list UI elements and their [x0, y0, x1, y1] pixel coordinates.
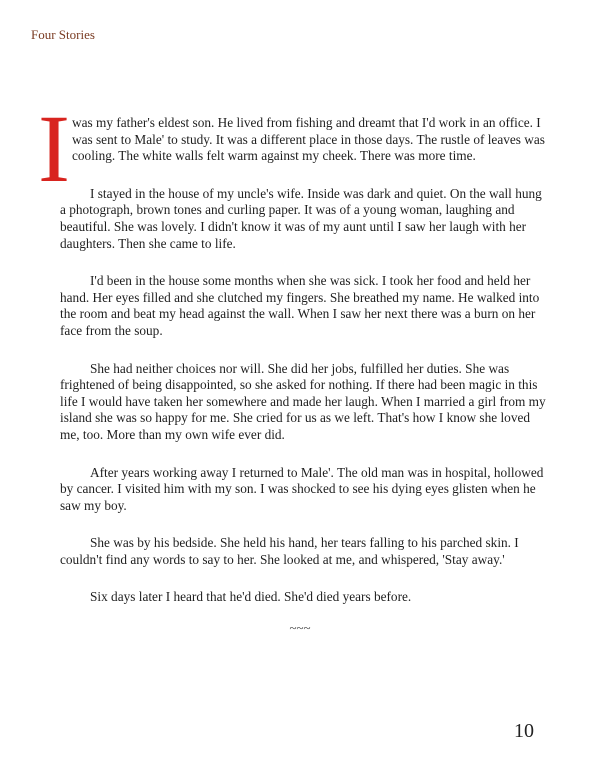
story-paragraph: I stayed in the house of my uncle's wife. Inside was dark and quiet. On the wall hung a photograph, brown tones and curling paper. It was of a young woman, laughing and beautiful. She was lovely. I didn't know it was of my aunt until I saw her laugh with her daughters. Then she came to life.: [60, 185, 542, 251]
story-body: [60, 115, 550, 627]
story-paragraph: I'd been in the house some months when she was sick. I took her food and held her hand. Her eyes filled and she clutched my fingers. She breathed my name. He walked into the room and beat my head against the wall. When I saw her next there was a burn on her face from the soup.: [60, 273, 540, 338]
drop-cap: I: [38, 95, 70, 202]
running-title: Four Stories: [31, 27, 95, 42]
story-paragraph: was my father's eldest son. He lived from fishing and dreamt that I'd work in an office. I was sent to Male' to study. It was a different place in those days. The rustle of leaves was cooling. The white walls felt warm against my cheek. There was more time.: [72, 115, 545, 164]
story-paragraph: Six days later I heard that he'd died. She'd died years before.: [90, 589, 412, 605]
story-paragraph: After years working away I returned to Male'. The old man was in hospital, hollowed by cancer. I visited him with my son. I was shocked to see his dying eyes glisten when he saw my boy.: [60, 464, 544, 513]
story-paragraph: She had neither choices nor will. She did her jobs, fulfilled her duties. She was frightened of being disappointed, so she asked for nothing. If there had been magic in this life I would have taken her somewhere and made her laugh. When I married a girl from my island she was so happy for me. She cried for us as we left. That's how I know she loved me, too. More than my own wife ever did.: [60, 360, 546, 442]
page-number: 10: [514, 720, 534, 742]
section-divider: ~~~: [289, 620, 311, 635]
story-paragraph: She was by his bedside. She held his hand, her tears falling to his parched skin. I couldn't find any words to say to her. She looked at me, and whispered, 'Stay away.': [60, 535, 519, 567]
